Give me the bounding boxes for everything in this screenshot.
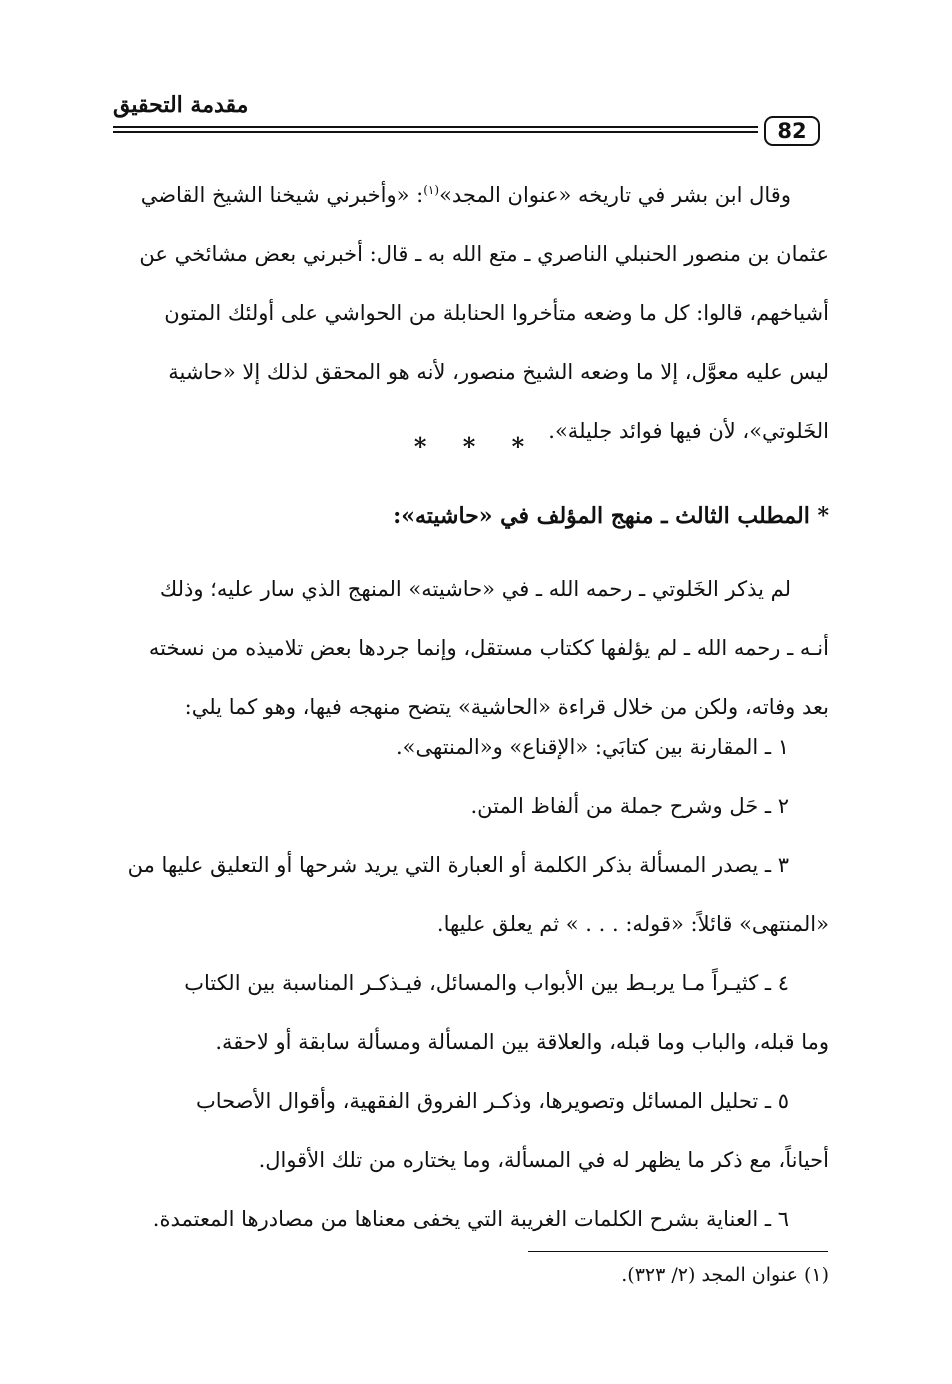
- paragraph-line: بعد وفاته، ولكن من خلال قراءة «الحاشية» يتضح منهجه فيها، وهو كما يلي:: [184, 695, 829, 719]
- footnote-rule: [528, 1251, 828, 1252]
- section-separator: * * *: [413, 432, 539, 461]
- paragraph-line: أشياخهم، قالوا: كل ما وضعه متأخروا الحنابلة من الحواشي على أولئك المتون: [164, 301, 829, 325]
- header-rule-bottom: [113, 131, 758, 133]
- page-number: 82: [764, 116, 820, 146]
- running-title: مقدمة التحقيق: [113, 92, 249, 118]
- header-rule-top: [113, 126, 758, 128]
- list-item-line: ٤ ـ كثيـراً مـا يربـط بين الأبواب والمسائل، فيـذكـر المناسبة بين الكتاب: [184, 971, 789, 995]
- line-text-tail: : «وأخبرني شيخنا الشيخ القاضي: [140, 183, 424, 207]
- line-text: وقال ابن بشر في تاريخه «عنوان المجد»: [439, 183, 791, 207]
- list-item: [113, 777, 829, 836]
- list-item-line: ٣ ـ يصدر المسألة بذكر الكلمة أو العبارة التي يريد شرحها أو التعليق عليها من: [127, 853, 789, 877]
- list-item: [113, 954, 829, 1072]
- section-heading: * المطلب الثالث ـ منهج المؤلف في «حاشيته»:: [393, 503, 829, 529]
- paragraph-line: ليس عليه معوَّل، إلا ما وضعه الشيخ منصور، لأنه هو المحقق لذلك إلا «حاشية: [168, 360, 829, 384]
- method-list: [113, 718, 829, 1249]
- footnote-reference: (١): [423, 183, 440, 197]
- section-intro-paragraph: [113, 560, 829, 737]
- list-item-line: ١ ـ المقارنة بين كتابَي: «الإقناع» و«المنتهى».: [395, 735, 789, 759]
- list-item-line: ٦ ـ العناية بشرح الكلمات الغريبة التي يخفى معناها من مصادرها المعتمدة.: [152, 1207, 789, 1231]
- footnote: (١) عنوان المجد (٢/ ٣٢٣).: [621, 1264, 829, 1286]
- paragraph-line: أنـه ـ رحمه الله ـ لم يؤلفها ككتاب مستقل، وإنما جردها بعض تلاميذه من نسخته: [148, 636, 829, 660]
- paragraph-line: الخَلوتي»، لأن فيها فوائد جليلة».: [548, 419, 829, 443]
- list-item-line: ٢ ـ حَل وشرح جملة من ألفاظ المتن.: [470, 794, 789, 818]
- list-item-line: ٥ ـ تحليل المسائل وتصويرها، وذكـر الفروق الفقهية، وأقوال الأصحاب: [195, 1089, 789, 1113]
- paragraph-line: لم يذكر الخَلوتي ـ رحمه الله ـ في «حاشيته» المنهج الذي سار عليه؛ وذلك: [159, 577, 791, 601]
- paragraph-line: [113, 166, 829, 225]
- list-item: [113, 1190, 829, 1249]
- list-item: [113, 718, 829, 777]
- list-item-line: أحياناً، مع ذكر ما يظهر له في المسألة، وما يختاره من تلك الأقوال.: [258, 1148, 829, 1172]
- list-item: [113, 836, 829, 954]
- paragraph-ibn-bishr-quote: [113, 166, 829, 461]
- list-item: [113, 1072, 829, 1190]
- list-item-line: «المنتهى» قائلاً: «قوله: . . . » ثم يعلق عليها.: [436, 912, 829, 936]
- paragraph-line: عثمان بن منصور الحنبلي الناصري ـ متع الله به ـ قال: أخبرني بعض مشائخي عن: [139, 242, 829, 266]
- list-item-line: وما قبله، والباب وما قبله، والعلاقة بين المسألة ومسألة سابقة أو لاحقة.: [215, 1030, 829, 1054]
